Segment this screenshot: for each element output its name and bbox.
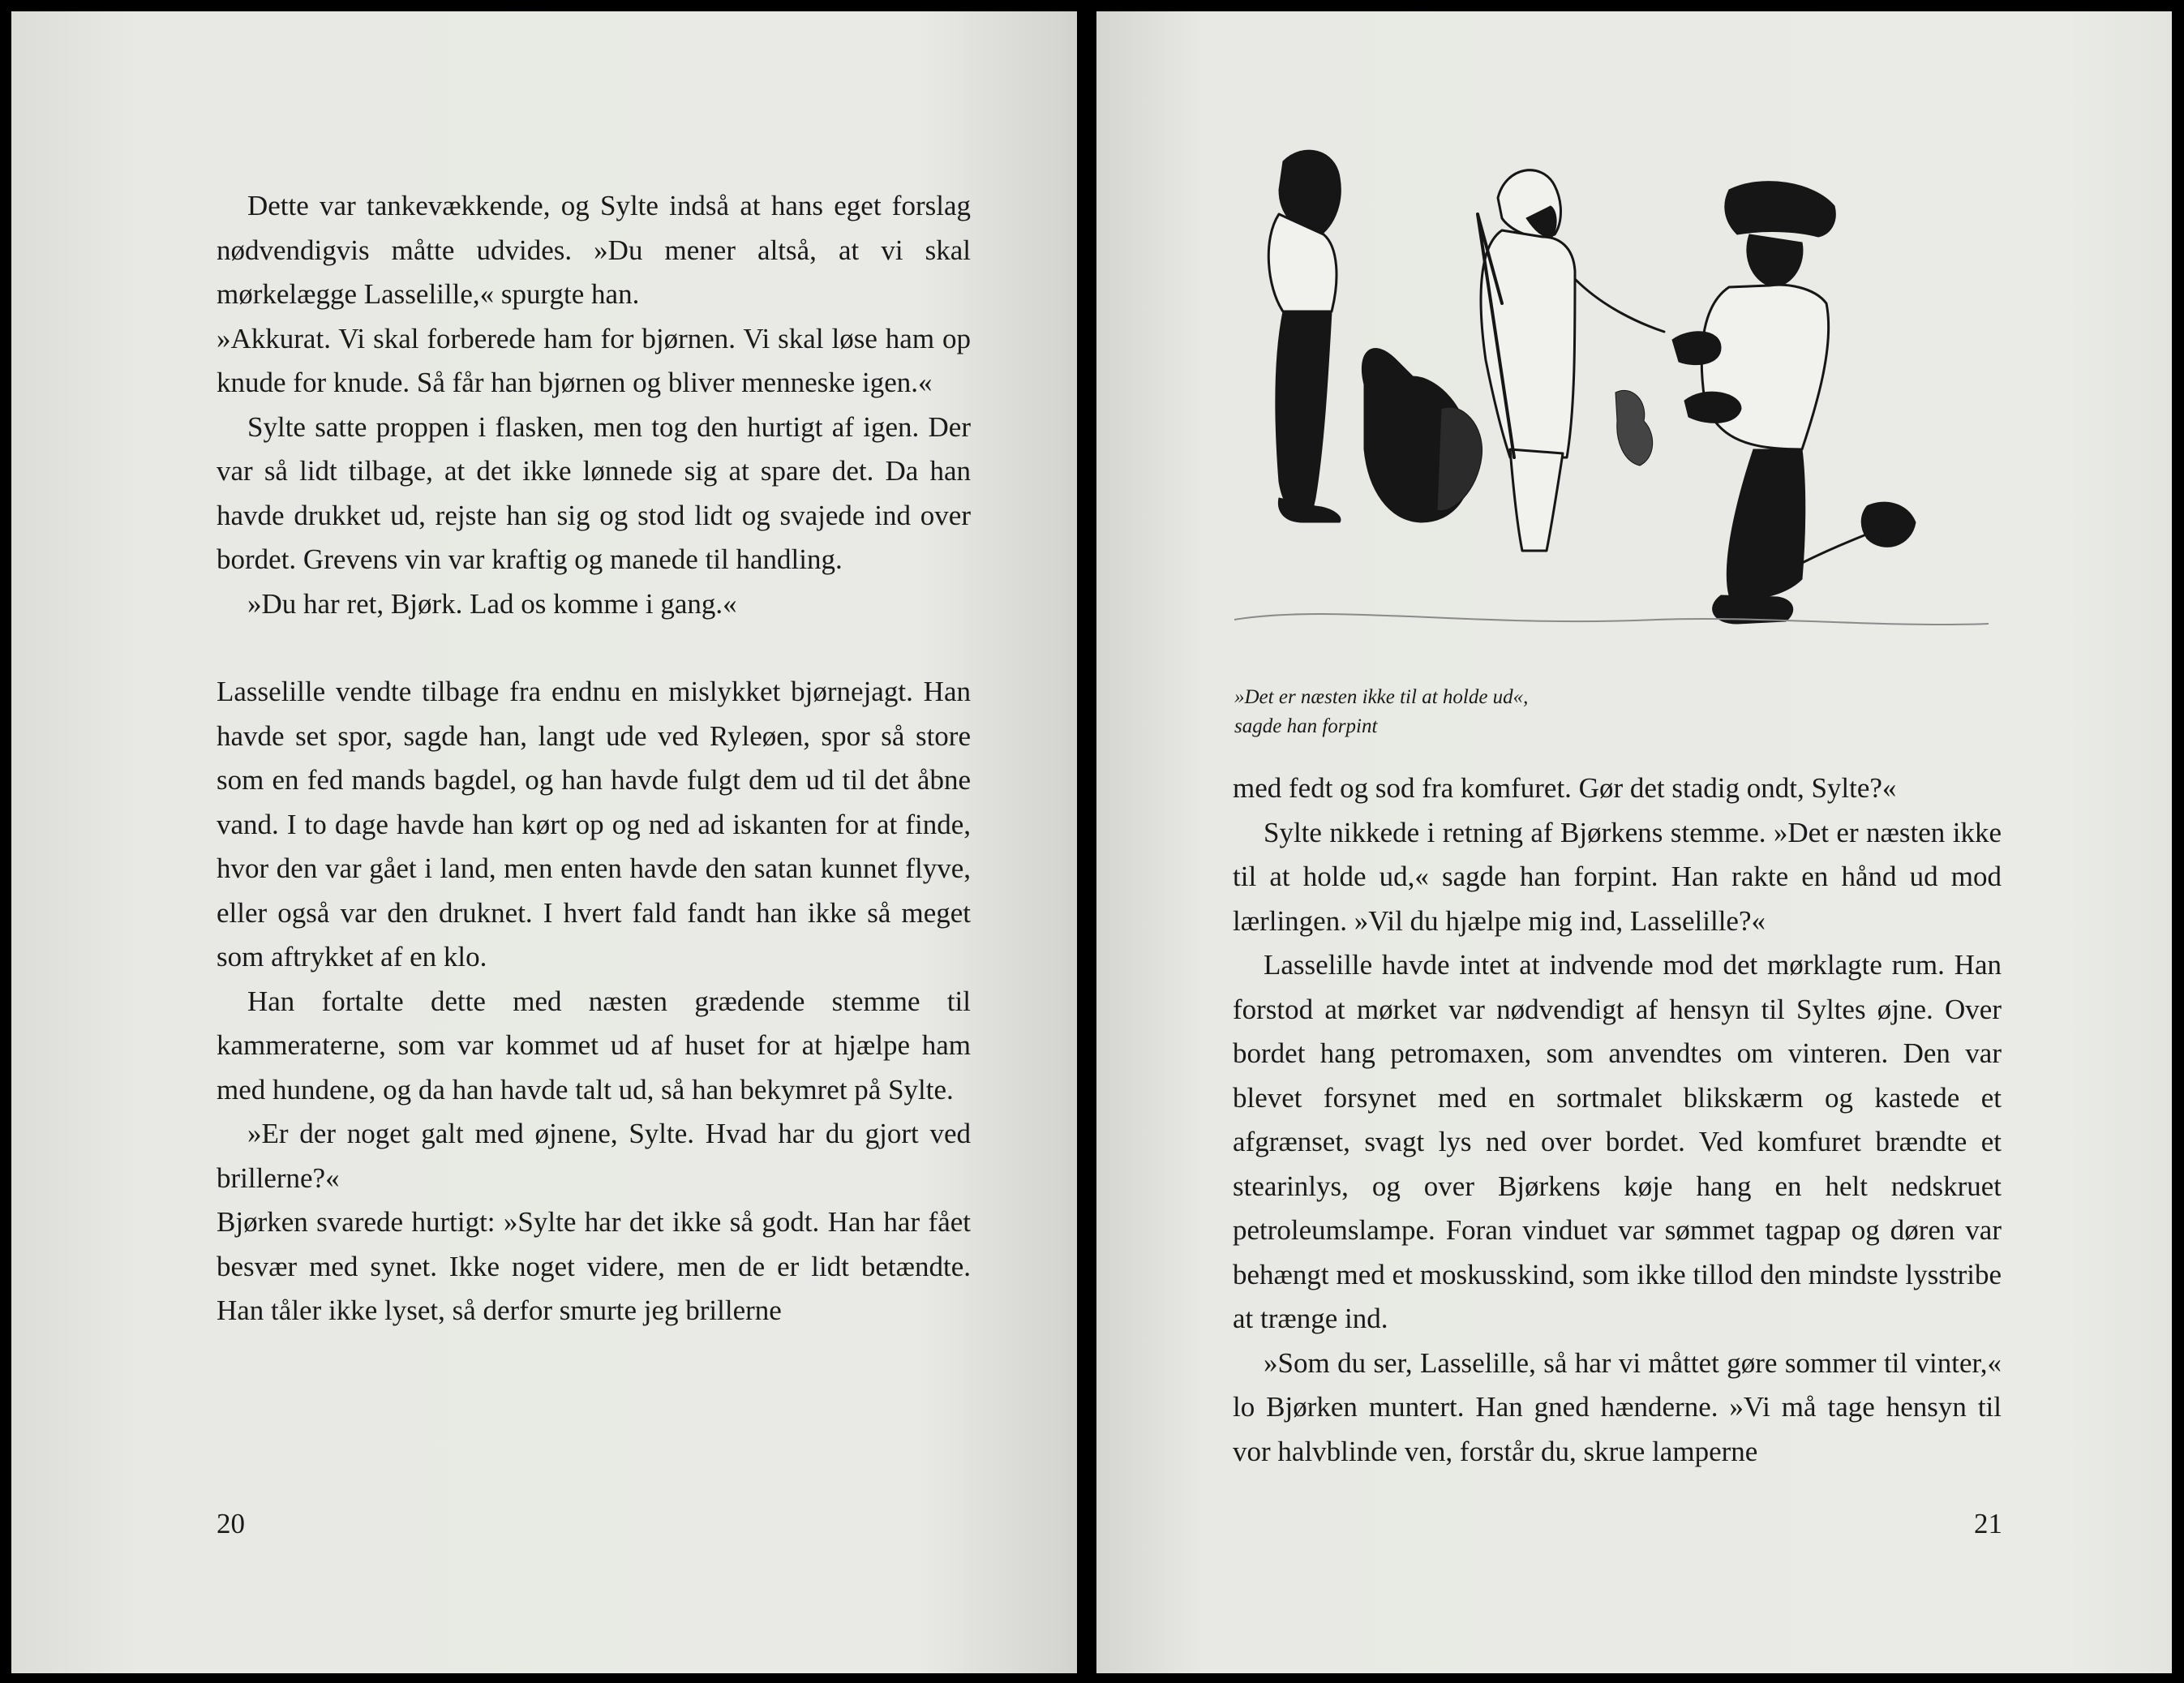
caption-line-1: »Det er næsten ikke til at holde ud«, [1234,686,1529,708]
right-page [1096,11,2172,1673]
caption-line-2: sagde han forpint [1234,715,1378,737]
paragraph: Sylte satte proppen i flasken, men tog den hurtigt af igen. Der var så lidt tilbage, at det ikke lønnede sig at spare det. Da han havde drukket ud, rejste han sig og stod lidt og svajede ind over bordet. Grevens vin var kraftig og manede til handling. [217,410,971,575]
dog-right [1861,502,1916,547]
paragraph: »Som du ser, Lasselille, så har vi måttet gøre sommer til vinter,« lo Bjørken muntert. Han gned hænderne. »Vi må tage hensyn til vor halvblinde ven, forstår du, skrue lamperne [1233,1346,2002,1467]
illustration-caption [1234,683,1640,741]
left-page-text [217,184,971,1333]
paragraph: Dette var tankevækkende, og Sylte indså at hans eget forslag nødvendigvis måtte udvides. »Du mener altså, at vi skal mørkelægge Lasselille,« spurgte han. [217,190,971,310]
page-number-left: 20 [217,1508,245,1539]
figure-hat-right [1725,182,1836,237]
dog-small [1615,390,1653,466]
paragraph: med fedt og sod fra komfuret. Gør det stadig ondt, Sylte?« [1233,772,1897,804]
paragraph: »Akkurat. Vi skal forberede ham for bjørnen. Vi skal løse ham op knude for knude. Så får han bjørnen og bliver menneske igen.« [217,322,971,398]
ink-illustration [1234,141,1989,713]
left-page [11,11,1077,1673]
paragraph: Lasselille vendte tilbage fra endnu en mislykket bjørnejagt. Han havde set spor, sagde han, langt ude ved Ryleøen, spor så store som en fed mands bagdel, og han havde fulgt dem ud til det åbne vand. I to dage havde han kørt op og ned ad iskanten for at finde, hvor den var gået i land, men enten havde den satan kunnet flyve, eller også var den druknet. I hvert fald fandt han ikke så meget som aftrykket af en klo. [217,676,971,972]
page-number-right: 21 [1974,1508,2002,1539]
paragraph: Lasselille havde intet at indvende mod det mørklagte rum. Han forstod at mørket var nødvendigt af hensyn til Syltes øjne. Over bordet hang petromaxen, som anvendtes om vinteren. Den var blevet forsynet med en sortmalet blikskærm og kastede et afgrænset, svagt lys ned over bordet. Ved komfuret brændte et stearinlys, og over Bjørkens køje hang en helt nedskruet petroleumslampe. Foran vinduet var sømmet tagpap og døren var behængt med et moskusskind, som ikke tillod den mindste lysstribe at trænge ind. [1233,949,2002,1334]
right-page-text [1233,766,2002,1474]
paragraph: »Du har ret, Bjørk. Lad os komme i gang.« [247,587,737,620]
paragraph: »Er der noget galt med øjnene, Sylte. Hvad har du gjort ved brillerne?« [217,1118,971,1194]
paragraph: Sylte nikkede i retning af Bjørkens stemme. »Det er næsten ikke til at holde ud,« sagde han forpint. Han rakte en hånd ud mod lærlingen. »Vil du hjælpe mig ind, Lasselille?« [1233,816,2002,937]
paragraph: Han fortalte dette med næsten grædende stemme til kammeraterne, som var kommet ud af huset for at hjælpe ham med hundene, og da han havde talt ud, så han bekymret på Sylte. [217,985,971,1106]
paragraph: Bjørken svarede hurtigt: »Sylte har det ikke så godt. Han har fået besvær med synet. Ikke noget videre, men de er lidt betændte. Han tåler ikke lyset, så derfor smurte jeg brillerne [217,1206,971,1326]
